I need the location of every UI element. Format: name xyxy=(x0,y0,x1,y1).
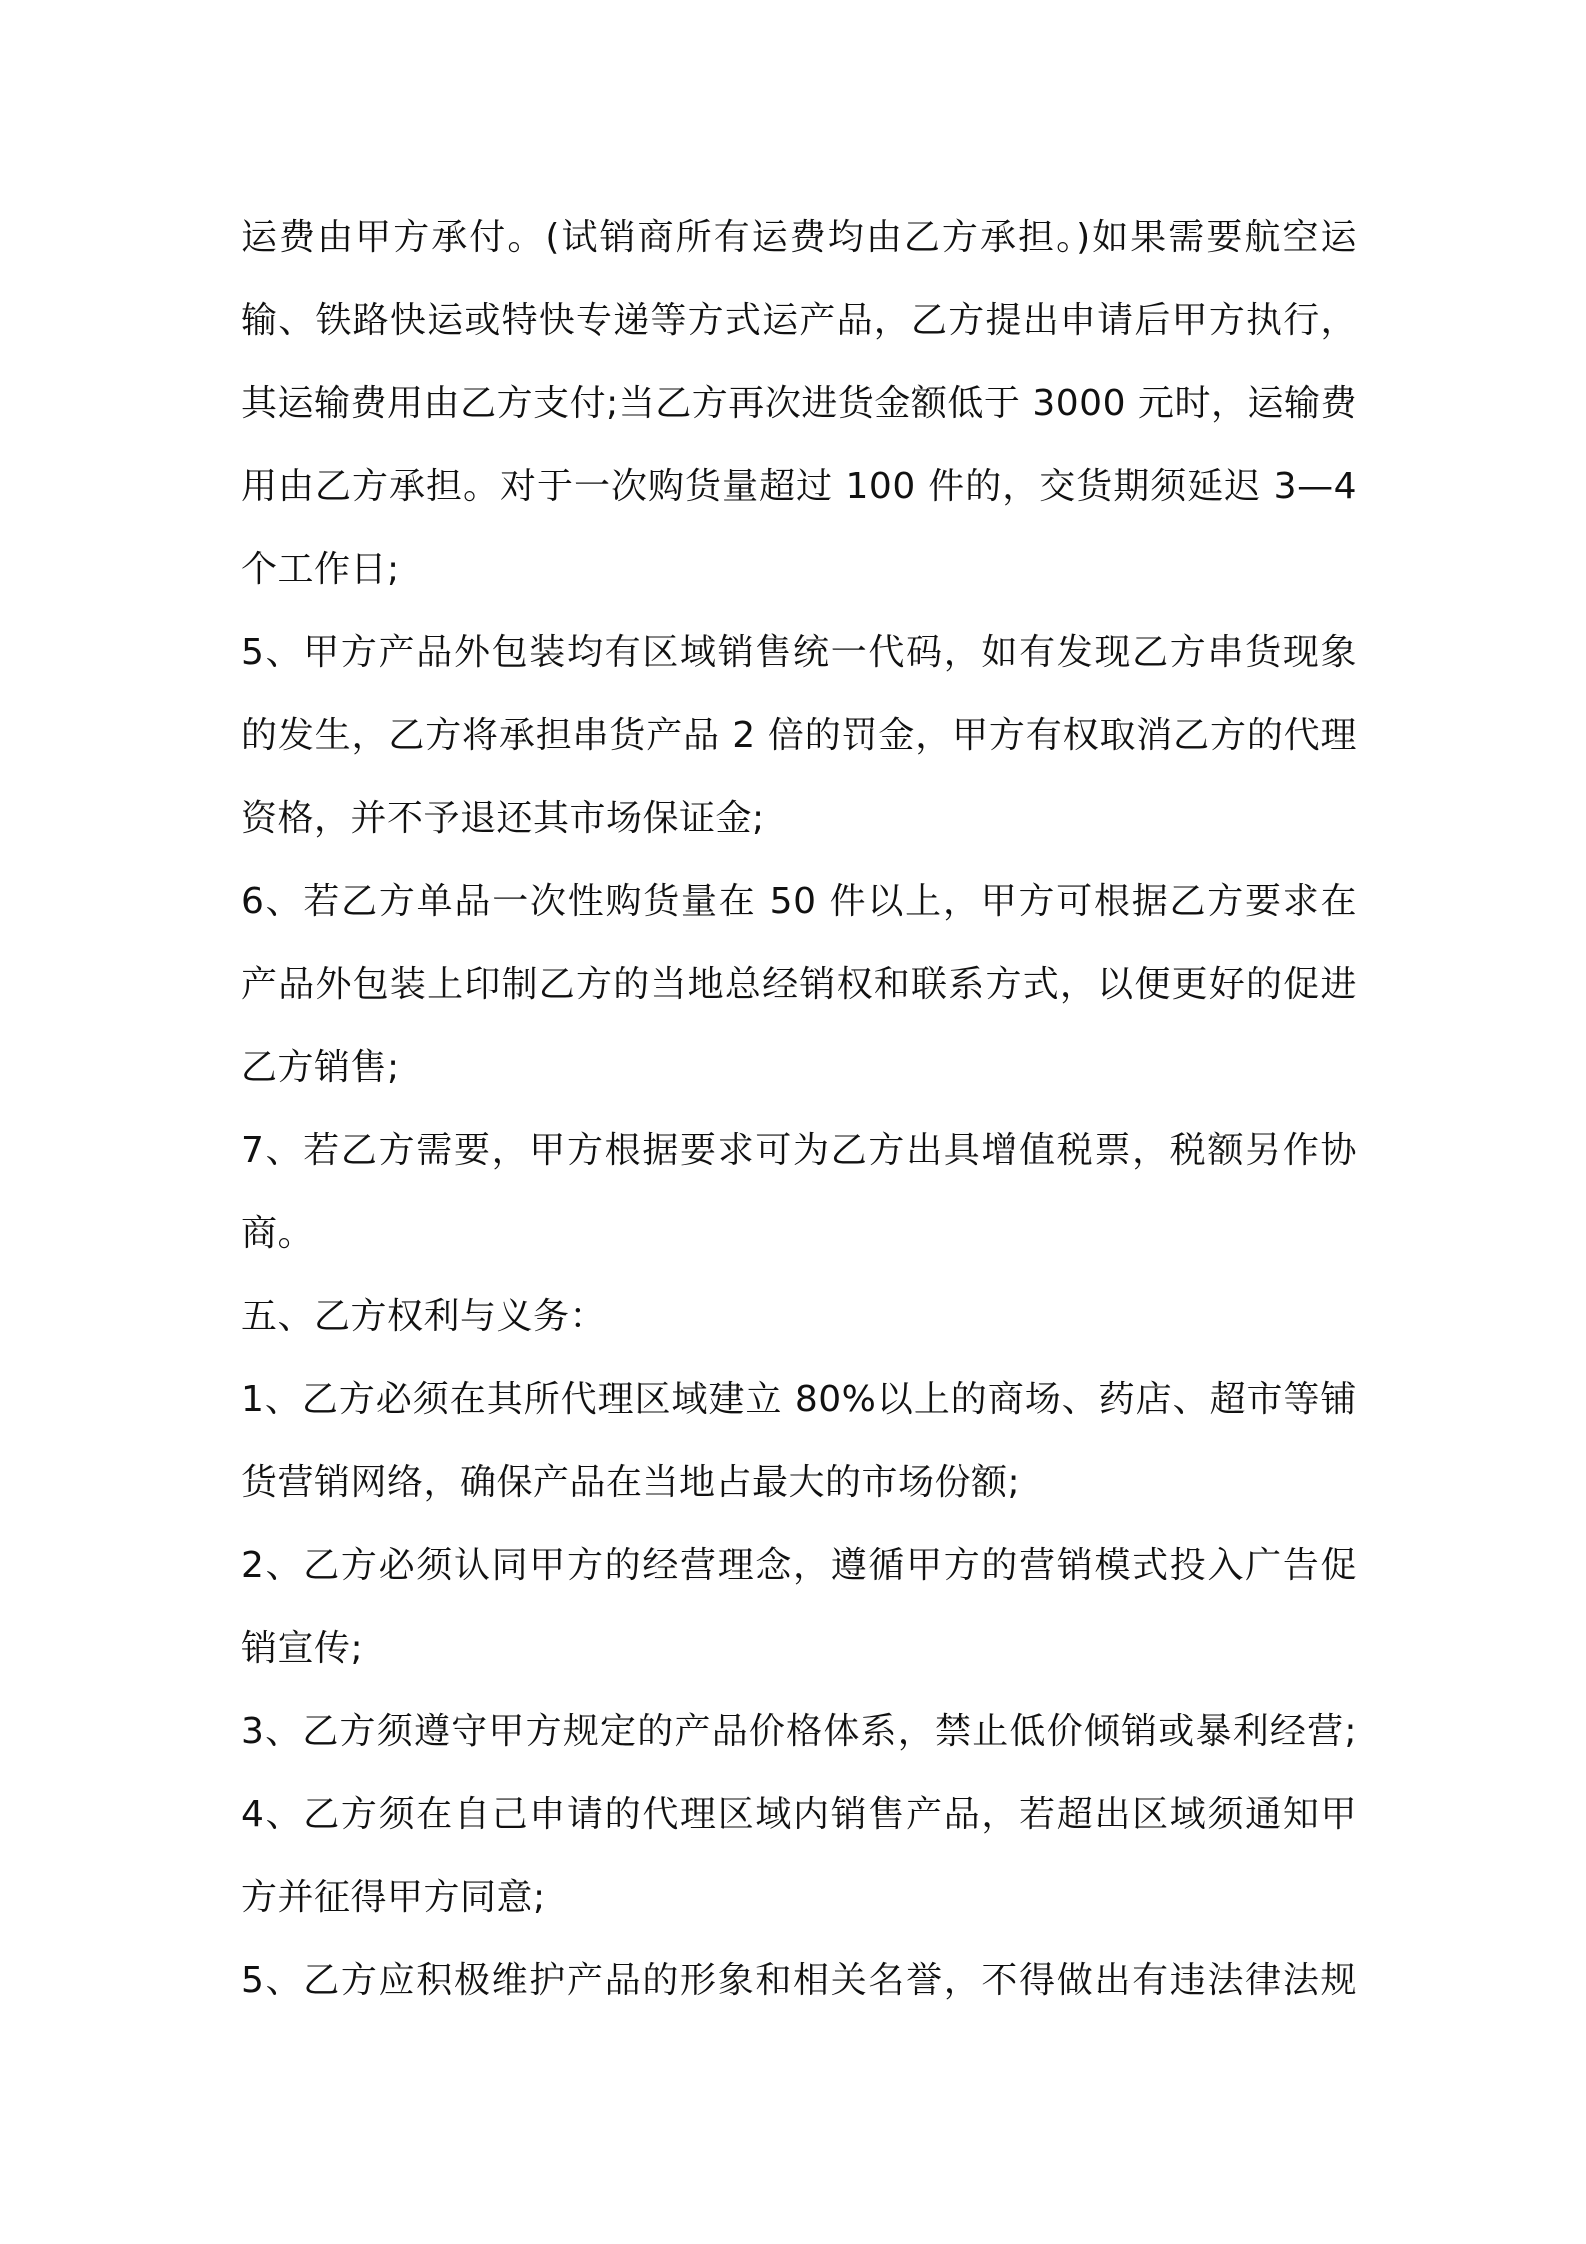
text-line: 资格，并不予退还其市场保证金; xyxy=(241,798,765,839)
text-line: 方并征得甲方同意; xyxy=(241,1877,546,1918)
text-line: 运费由甲方承付。(试销商所有运费均由乙方承担。)如果需要航空运 xyxy=(241,217,1357,258)
text-line: 7、若乙方需要，甲方根据要求可为乙方出具增值税票，税额另作协 xyxy=(241,1130,1357,1171)
text-line: 6、若乙方单品一次性购货量在 50 件以上，甲方可根据乙方要求在 xyxy=(241,881,1357,922)
text-line: 5、甲方产品外包装均有区域销售统一代码，如有发现乙方串货现象 xyxy=(241,632,1357,673)
text-line: 1、乙方必须在其所代理区域建立 80%以上的商场、药店、超市等铺 xyxy=(241,1379,1357,1420)
text-line: 销宣传; xyxy=(241,1628,364,1669)
text-line: 4、乙方须在自己申请的代理区域内销售产品，若超出区域须通知甲 xyxy=(241,1794,1357,1835)
text-line: 商。 xyxy=(241,1213,315,1254)
text-line: 2、乙方必须认同甲方的经营理念，遵循甲方的营销模式投入广告促 xyxy=(241,1545,1357,1586)
text-line: 5、乙方应积极维护产品的形象和相关名誉，不得做出有违法律法规 xyxy=(241,1960,1357,2001)
text-line: 3、乙方须遵守甲方规定的产品价格体系，禁止低价倾销或暴利经营; xyxy=(241,1711,1357,1752)
text-line: 的发生，乙方将承担串货产品 2 倍的罚金，甲方有权取消乙方的代理 xyxy=(241,715,1357,756)
section-heading: 五、乙方权利与义务： xyxy=(241,1296,607,1337)
text-line: 乙方销售; xyxy=(241,1047,400,1088)
contract-text-block xyxy=(241,196,1357,2022)
text-line: 其运输费用由乙方支付;当乙方再次进货金额低于 3000 元时，运输费 xyxy=(241,383,1357,424)
text-line: 个工作日; xyxy=(241,549,400,590)
text-line: 输、铁路快运或特快专递等方式运产品，乙方提出申请后甲方执行， xyxy=(241,300,1357,341)
text-line: 用由乙方承担。对于一次购货量超过 100 件的，交货期须延迟 3—4 xyxy=(241,466,1357,507)
text-line: 货营销网络，确保产品在当地占最大的市场份额; xyxy=(241,1462,1021,1503)
text-line: 产品外包装上印制乙方的当地总经销权和联系方式，以便更好的促进 xyxy=(241,964,1357,1005)
